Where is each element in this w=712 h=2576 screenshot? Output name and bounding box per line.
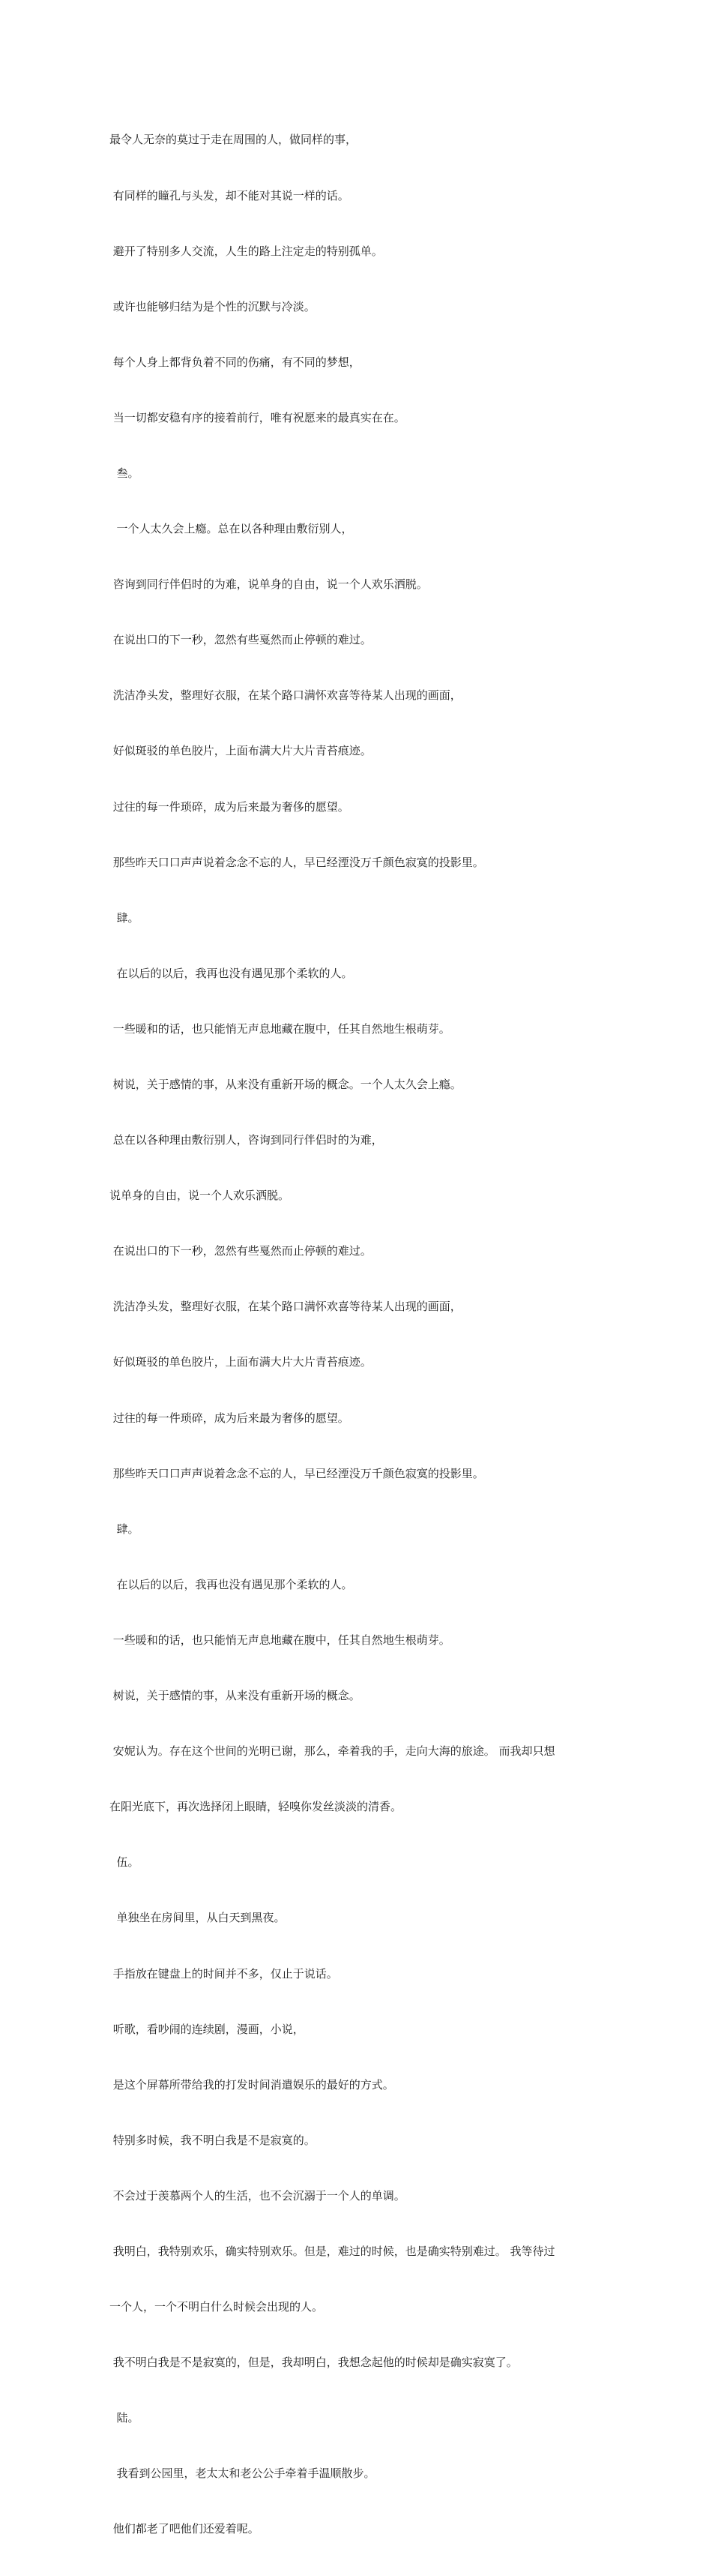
text-line: 洗洁净头发，整理好衣服，在某个路口满怀欢喜等待某人出现的画面， <box>109 688 462 703</box>
text-line: 那些昨天口口声声说着念念不忘的人，早已经湮没万千颜色寂寞的投影里。 <box>109 1466 484 1480</box>
text-line: 每个人身上都背负着不同的伤痛，有不同的梦想， <box>109 355 360 369</box>
text-line: 树说，关于感情的事，从来没有重新开场的概念。一个人太久会上瘾。 <box>109 1078 462 1091</box>
section-heading: 肆。 <box>109 910 139 925</box>
section-heading: 叁。 <box>109 466 139 480</box>
text-line: 在说出口的下一秒，忽然有些戛然而止停顿的难过。 <box>109 1244 372 1258</box>
text-line: 一个人太久会上瘾。总在以各种理由敷衍别人， <box>109 522 353 536</box>
text-line: 过往的每一件琐碎，成为后来最为奢侈的愿望。 <box>109 799 349 814</box>
text-line: 一些暖和的话，也只能悄无声息地藏在腹中，任其自然地生根萌芽。 <box>109 1633 450 1647</box>
text-line: 过往的每一件琐碎，成为后来最为奢侈的愿望。 <box>109 1411 349 1425</box>
text-line: 他们都老了吧他们还爱着呢。 <box>109 2522 259 2536</box>
text-line: 在以后的以后，我再也没有遇见那个柔软的人。 <box>109 1577 353 1591</box>
text-line: 一些暖和的话，也只能悄无声息地藏在腹中，任其自然地生根萌芽。 <box>109 1021 450 1036</box>
text-line: 洗洁净头发，整理好衣服，在某个路口满怀欢喜等待某人出现的画面， <box>109 1300 462 1314</box>
text-line: 听歌，看吵闹的连续剧，漫画，小说， <box>109 2022 304 2036</box>
text-line: 一个人，一个不明白什么时候会出现的人。 <box>109 2300 324 2314</box>
text-line: 我看到公园里，老太太和老公公手牵着手温顺散步。 <box>109 2467 375 2481</box>
text-line: 有同样的瞳孔与头发，却不能对其说一样的话。 <box>109 188 349 202</box>
section-heading: 肆。 <box>109 1522 139 1536</box>
text-line: 单独坐在房间里，从白天到黑夜。 <box>109 1911 286 1925</box>
text-line: 或许也能够归结为是个性的沉默与冷淡。 <box>109 299 316 313</box>
section-heading: 陆。 <box>109 2411 139 2425</box>
text-line: 当一切都安稳有序的接着前行，唯有祝愿来的最真实在在。 <box>109 410 405 424</box>
text-line: 是这个屏幕所带给我的打发时间消遣娱乐的最好的方式。 <box>109 2077 394 2092</box>
text-line: 那些昨天口口声声说着念念不忘的人，早已经湮没万千颜色寂寞的投影里。 <box>109 855 484 869</box>
text-line: 我不明白我是不是寂寞的，但是，我却明白，我想念起他的时候却是确实寂寞了。 <box>109 2356 518 2370</box>
section-heading: 伍。 <box>109 1855 139 1870</box>
text-line: 在说出口的下一秒，忽然有些戛然而止停顿的难过。 <box>109 633 372 647</box>
text-line: 在阳光底下，再次选择闭上眼睛，轻嗅你发丝淡淡的清香。 <box>109 1800 402 1814</box>
text-line: 最令人无奈的莫过于走在周围的人，做同样的事， <box>109 133 357 147</box>
text-line: 特别多时候，我不明白我是不是寂寞的。 <box>109 2133 316 2147</box>
text-line: 树说，关于感情的事，从来没有重新开场的概念。 <box>109 1689 360 1703</box>
text-line: 不会过于羡慕两个人的生活，也不会沉溺于一个人的单调。 <box>109 2188 405 2203</box>
text-line: 好似斑驳的单色胶片，上面布满大片大片青苔痕迹。 <box>109 1355 372 1369</box>
text-line: 安妮认为。存在这个世间的光明已谢，那么，牵着我的手，走向大海的旅途。 而我却只想 <box>109 1744 555 1759</box>
text-line: 在以后的以后，我再也没有遇见那个柔软的人。 <box>109 966 353 980</box>
text-line: 咨询到同行伴侣时的为难，说单身的自由，说一个人欢乐洒脱。 <box>109 577 428 592</box>
text-line: 说单身的自由，说一个人欢乐洒脱。 <box>109 1189 290 1203</box>
text-line: 好似斑驳的单色胶片，上面布满大片大片青苔痕迹。 <box>109 744 372 758</box>
text-line: 避开了特别多人交流，人生的路上注定走的特别孤单。 <box>109 244 383 258</box>
document-body <box>109 94 619 2576</box>
text-line: 总在以各种理由敷衍别人，咨询到同行伴侣时的为难， <box>109 1133 383 1147</box>
text-line: 手指放在键盘上的时间并不多，仅止于说话。 <box>109 1966 338 1981</box>
text-line: 我明白，我特别欢乐，确实特别欢乐。但是，难过的时候，也是确实特别难过。 我等待过 <box>109 2244 555 2258</box>
